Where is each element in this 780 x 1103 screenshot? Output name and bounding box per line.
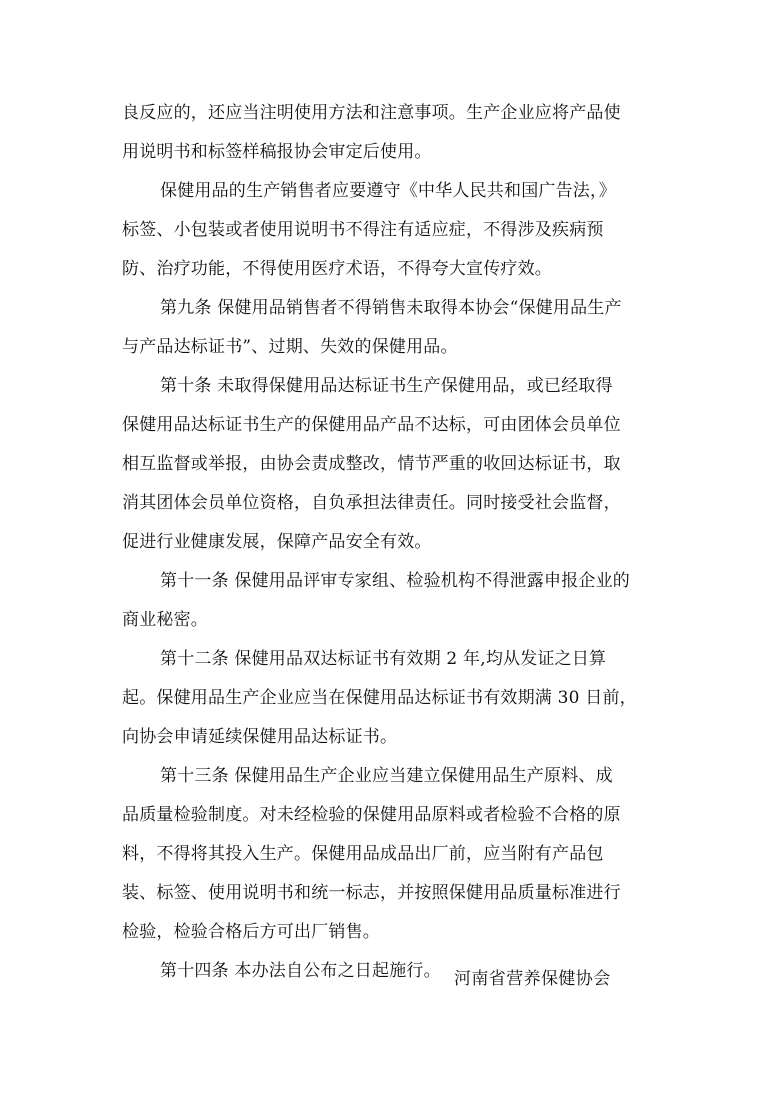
article-10-line: 第十条 未取得保健用品达标证书生产保健用品，或已经取得 (160, 376, 613, 396)
text-line: 标签、小包装或者使用说明书不得注有适应症，不得涉及疾病预 (122, 220, 604, 240)
text-line: 商业秘密。 (122, 610, 208, 630)
text-line: 装、标签、使用说明书和统一标志，并按照保健用品质量标准进行 (122, 883, 621, 903)
article-9-line: 第九条 保健用品销售者不得销售未取得本协会“保健用品生产 (160, 298, 622, 318)
text-line: 用说明书和标签样稿报协会审定后使用。 (122, 142, 432, 162)
text-line: 向协会申请延续保健用品达标证书。 (122, 727, 398, 747)
text-line: 促进行业健康发展，保障产品安全有效。 (122, 532, 432, 552)
text-line: 防、治疗功能，不得使用医疗术语，不得夸大宣传疗效。 (122, 259, 552, 279)
text-line: 良反应的，还应当注明使用方法和注意事项。生产企业应将产品使 (122, 103, 621, 123)
article-13-line: 第十三条 保健用品生产企业应当建立保健用品生产原料、成 (160, 766, 613, 786)
text-line: 检验，检验合格后方可出厂销售。 (122, 922, 380, 942)
article-12-line: 第十二条 保健用品双达标证书有效期 2 年,均从发证之日算 (160, 649, 607, 669)
text-line: 保健用品达标证书生产的保健用品产品不达标，可由团体会员单位 (122, 415, 621, 435)
text-line: 相互监督或举报，由协会责成整改，情节严重的收回达标证书，取 (122, 454, 621, 474)
organization-signature: 河南省营养保健协会 (454, 969, 611, 989)
article-14-line: 第十四条 本办法自公布之日起施行。 (160, 961, 441, 981)
text-line: 保健用品的生产销售者应要遵守《中华人民共和国广告法，》 (160, 181, 616, 201)
text-line: 消其团体会员单位资格，自负承担法律责任。同时接受社会监督， (122, 493, 621, 513)
text-line: 品质量检验制度。对未经检验的保健用品原料或者检验不合格的原 (122, 805, 621, 825)
article-11-line: 第十一条 保健用品评审专家组、检验机构不得泄露申报企业的 (160, 571, 631, 591)
text-line: 与产品达标证书”、过期、失效的保健用品。 (122, 337, 458, 357)
text-line: 起。保健用品生产企业应当在保健用品达标证书有效期满 30 日前， (122, 688, 637, 708)
text-line: 料，不得将其投入生产。保健用品成品出厂前，应当附有产品包 (122, 844, 604, 864)
